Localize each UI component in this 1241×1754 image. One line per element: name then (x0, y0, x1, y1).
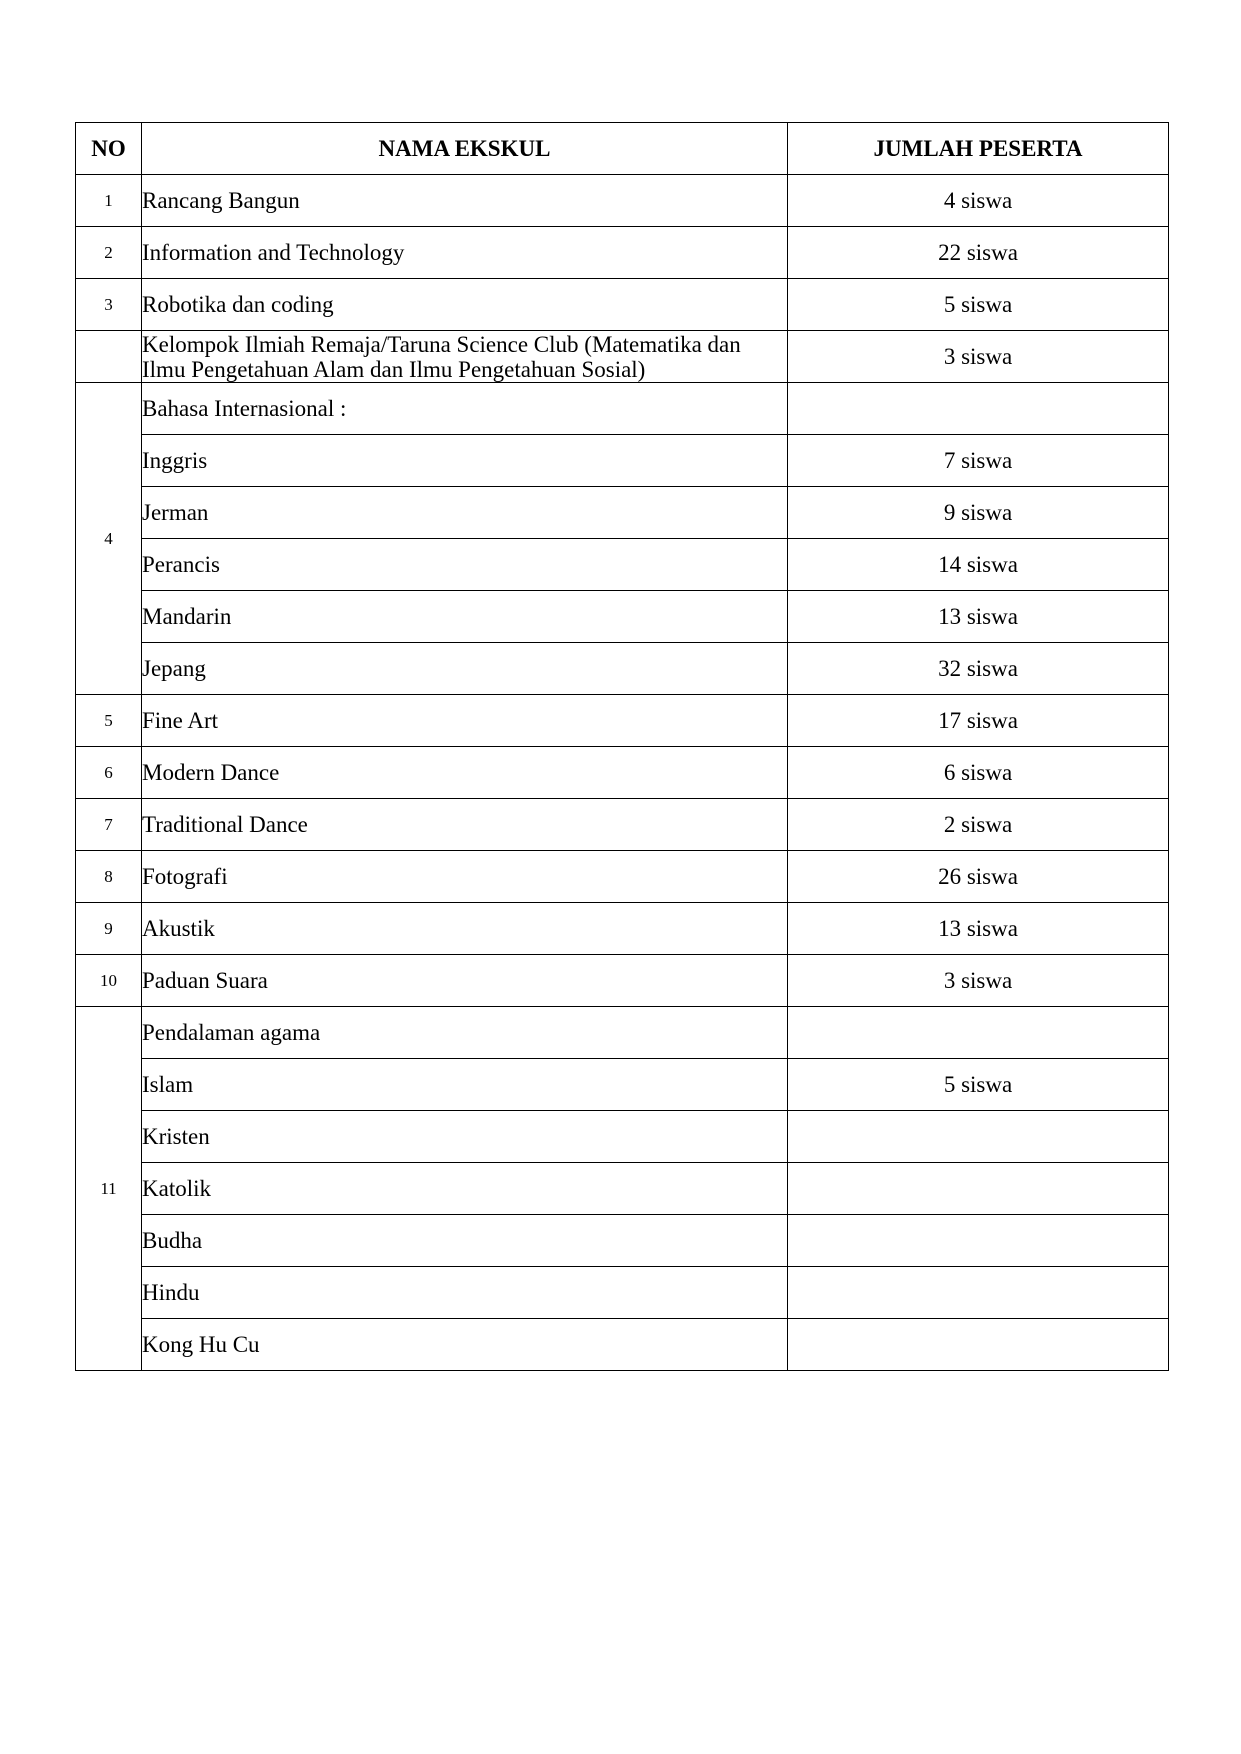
table-row (76, 591, 1169, 643)
row-name: Perancis (142, 539, 788, 591)
table-row (76, 955, 1169, 1007)
row-count: 9 siswa (788, 487, 1169, 539)
group-no: 11 (76, 1007, 142, 1371)
table-row (76, 1007, 1169, 1059)
row-no: 7 (76, 799, 142, 851)
row-count (788, 1007, 1169, 1059)
row-no: 6 (76, 747, 142, 799)
row-count: 26 siswa (788, 851, 1169, 903)
row-count (788, 1215, 1169, 1267)
table-row (76, 383, 1169, 435)
row-name: Jerman (142, 487, 788, 539)
row-name: Inggris (142, 435, 788, 487)
row-name: Kelompok Ilmiah Remaja/Taruna Science Club (Matematika dan Ilmu Pengetahuan Alam dan Ilmu Pengetahuan Sosial) (142, 331, 788, 383)
row-name: Jepang (142, 643, 788, 695)
row-count: 14 siswa (788, 539, 1169, 591)
row-count: 7 siswa (788, 435, 1169, 487)
row-name: Budha (142, 1215, 788, 1267)
row-name: Rancang Bangun (142, 175, 788, 227)
row-no: 8 (76, 851, 142, 903)
table-header-row (76, 123, 1169, 175)
group-heading: Pendalaman agama (142, 1007, 788, 1059)
row-count: 3 siswa (788, 331, 1169, 383)
table-row (76, 1163, 1169, 1215)
row-name: Kong Hu Cu (142, 1319, 788, 1371)
row-no: 5 (76, 695, 142, 747)
table-row (76, 175, 1169, 227)
group-heading: Bahasa Internasional : (142, 383, 788, 435)
row-count: 5 siswa (788, 1059, 1169, 1111)
row-name: Mandarin (142, 591, 788, 643)
table-row (76, 643, 1169, 695)
row-name: Hindu (142, 1267, 788, 1319)
row-count: 32 siswa (788, 643, 1169, 695)
table-row (76, 851, 1169, 903)
group-no: 4 (76, 383, 142, 695)
row-name: Fotografi (142, 851, 788, 903)
table-row (76, 747, 1169, 799)
row-no: 10 (76, 955, 142, 1007)
table-row (76, 1319, 1169, 1371)
row-count: 5 siswa (788, 279, 1169, 331)
table-row (76, 1111, 1169, 1163)
row-name: Paduan Suara (142, 955, 788, 1007)
table-row (76, 435, 1169, 487)
row-name: Traditional Dance (142, 799, 788, 851)
row-count: 2 siswa (788, 799, 1169, 851)
row-count (788, 1319, 1169, 1371)
row-count (788, 1267, 1169, 1319)
row-name: Akustik (142, 903, 788, 955)
row-count: 17 siswa (788, 695, 1169, 747)
table-row (76, 279, 1169, 331)
ekskul-table (75, 122, 1169, 1371)
table-row (76, 539, 1169, 591)
header-name: NAMA EKSKUL (142, 123, 788, 175)
row-name: Modern Dance (142, 747, 788, 799)
row-no: 2 (76, 227, 142, 279)
table-row (76, 1215, 1169, 1267)
row-count: 3 siswa (788, 955, 1169, 1007)
table-row (76, 1267, 1169, 1319)
row-no: 9 (76, 903, 142, 955)
header-count: JUMLAH PESERTA (788, 123, 1169, 175)
table-row (76, 903, 1169, 955)
row-name: Information and Technology (142, 227, 788, 279)
row-count: 13 siswa (788, 903, 1169, 955)
row-count (788, 1111, 1169, 1163)
row-count: 13 siswa (788, 591, 1169, 643)
table-row (76, 1059, 1169, 1111)
row-no: 3 (76, 279, 142, 331)
row-count (788, 1163, 1169, 1215)
row-count (788, 383, 1169, 435)
table-row (76, 227, 1169, 279)
row-count: 6 siswa (788, 747, 1169, 799)
row-name: Fine Art (142, 695, 788, 747)
table-row (76, 799, 1169, 851)
table-row (76, 331, 1169, 383)
table-row (76, 695, 1169, 747)
row-name: Islam (142, 1059, 788, 1111)
row-name: Katolik (142, 1163, 788, 1215)
row-count: 22 siswa (788, 227, 1169, 279)
row-no: 1 (76, 175, 142, 227)
row-no (76, 331, 142, 383)
header-no: NO (76, 123, 142, 175)
row-count: 4 siswa (788, 175, 1169, 227)
row-name: Kristen (142, 1111, 788, 1163)
row-name: Robotika dan coding (142, 279, 788, 331)
table-row (76, 487, 1169, 539)
